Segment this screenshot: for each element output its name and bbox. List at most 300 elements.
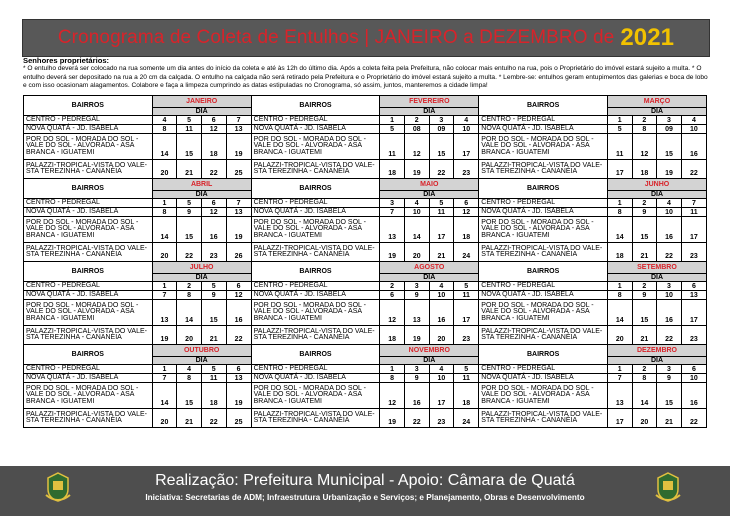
location-name: PALAZZI-TROPICAL-VISTA DO VALE- STA TEREZINHA - CANANÉIA	[251, 326, 380, 345]
collection-day: 13	[226, 374, 251, 383]
location-row	[24, 291, 707, 300]
collection-day: 8	[607, 208, 632, 217]
collection-day: 21	[177, 160, 202, 179]
bairros-header: BAIRROS	[479, 345, 608, 365]
collection-day: 15	[177, 383, 202, 409]
location-name: CENTRO - PEDREGAL	[24, 199, 153, 208]
collection-day: 9	[177, 208, 202, 217]
location-name: CENTRO - PEDREGAL	[24, 116, 153, 125]
collection-day: 1	[152, 199, 177, 208]
collection-day: 22	[681, 409, 706, 428]
location-name: NOVA QUATÁ - JD. ISABELA	[251, 208, 380, 217]
collection-day: 12	[404, 134, 429, 160]
collection-day: 11	[429, 208, 454, 217]
collection-day: 12	[226, 291, 251, 300]
collection-day: 5	[201, 365, 226, 374]
collection-day: 1	[607, 199, 632, 208]
collection-day: 2	[380, 282, 405, 291]
collection-day: 6	[380, 291, 405, 300]
collection-day: 8	[380, 374, 405, 383]
collection-day: 23	[681, 243, 706, 262]
collection-day: 20	[152, 160, 177, 179]
month-header: MARÇO	[607, 96, 706, 108]
collection-day: 18	[201, 383, 226, 409]
location-name: POR DO SOL - MORADA DO SOL - VALE DO SOL - ALVORADA - ASA BRANCA - IGUATEMI	[479, 217, 608, 243]
collection-day: 9	[201, 291, 226, 300]
collection-day: 23	[454, 160, 479, 179]
collection-day: 20	[177, 326, 202, 345]
collection-day: 25	[226, 409, 251, 428]
collection-day: 14	[404, 217, 429, 243]
location-row	[24, 116, 707, 125]
collection-day: 17	[429, 217, 454, 243]
collection-day: 4	[404, 199, 429, 208]
location-name: POR DO SOL - MORADA DO SOL - VALE DO SOL - ALVORADA - ASA BRANCA - IGUATEMI	[479, 383, 608, 409]
collection-day: 18	[607, 243, 632, 262]
collection-day: 15	[657, 383, 682, 409]
collection-day: 1	[380, 116, 405, 125]
collection-day: 4	[177, 365, 202, 374]
collection-day: 18	[454, 217, 479, 243]
collection-day: 8	[152, 125, 177, 134]
month-header: ABRIL	[152, 179, 251, 191]
collection-day: 17	[429, 383, 454, 409]
collection-day: 14	[177, 300, 202, 326]
location-name: PALAZZI-TROPICAL-VISTA DO VALE- STA TEREZINHA - CANANÉIA	[479, 326, 608, 345]
collection-day: 7	[380, 208, 405, 217]
collection-day: 21	[429, 243, 454, 262]
month-header: JANEIRO	[152, 96, 251, 108]
collection-day: 22	[404, 409, 429, 428]
collection-day: 23	[201, 243, 226, 262]
collection-day: 22	[201, 160, 226, 179]
location-row	[24, 217, 707, 243]
collection-day: 7	[681, 199, 706, 208]
location-name: CENTRO - PEDREGAL	[479, 365, 608, 374]
collection-day: 21	[632, 243, 657, 262]
collection-day: 24	[454, 243, 479, 262]
bairros-header: BAIRROS	[479, 262, 608, 282]
collection-day: 11	[177, 125, 202, 134]
location-row	[24, 199, 707, 208]
collection-day: 16	[429, 300, 454, 326]
location-name: CENTRO - PEDREGAL	[24, 365, 153, 374]
collection-day: 17	[681, 217, 706, 243]
month-header: NOVEMBRO	[380, 345, 479, 357]
bairros-header: BAIRROS	[479, 179, 608, 199]
collection-day: 10	[681, 374, 706, 383]
collection-day: 1	[607, 116, 632, 125]
location-name: NOVA QUATÁ - JD. ISABELA	[24, 125, 153, 134]
collection-day: 14	[632, 383, 657, 409]
collection-day: 22	[429, 160, 454, 179]
location-name: POR DO SOL - MORADA DO SOL - VALE DO SOL - ALVORADA - ASA BRANCA - IGUATEMI	[479, 134, 608, 160]
dia-header: DIA	[607, 274, 706, 282]
dia-header: DIA	[380, 274, 479, 282]
collection-day: 19	[226, 217, 251, 243]
collection-day: 13	[607, 383, 632, 409]
location-name: PALAZZI-TROPICAL-VISTA DO VALE- STA TEREZINHA - CANANÉIA	[479, 160, 608, 179]
collection-day: 8	[177, 291, 202, 300]
location-row	[24, 365, 707, 374]
month-header: JUNHO	[607, 179, 706, 191]
collection-day: 16	[657, 300, 682, 326]
location-name: NOVA QUATÁ - JD. ISABELA	[24, 208, 153, 217]
collection-day: 15	[177, 134, 202, 160]
collection-day: 18	[380, 160, 405, 179]
collection-day: 15	[632, 217, 657, 243]
location-name: NOVA QUATÁ - JD. ISABELA	[251, 291, 380, 300]
location-name: POR DO SOL - MORADA DO SOL - VALE DO SOL - ALVORADA - ASA BRANCA - IGUATEMI	[24, 134, 153, 160]
collection-day: 11	[454, 374, 479, 383]
collection-day: 23	[429, 409, 454, 428]
collection-day: 16	[226, 300, 251, 326]
collection-day: 12	[201, 125, 226, 134]
collection-day: 17	[607, 160, 632, 179]
location-name: POR DO SOL - MORADA DO SOL - VALE DO SOL - ALVORADA - ASA BRANCA - IGUATEMI	[24, 300, 153, 326]
collection-day: 1	[152, 365, 177, 374]
collection-day: 18	[632, 160, 657, 179]
collection-day: 9	[404, 374, 429, 383]
collection-day: 18	[454, 383, 479, 409]
collection-day: 19	[657, 160, 682, 179]
collection-day: 2	[632, 199, 657, 208]
location-name: NOVA QUATÁ - JD. ISABELA	[479, 374, 608, 383]
title-banner	[22, 19, 710, 57]
location-name: CENTRO - PEDREGAL	[251, 282, 380, 291]
collection-day: 13	[380, 217, 405, 243]
location-row	[24, 243, 707, 262]
location-row	[24, 282, 707, 291]
collection-day: 19	[152, 326, 177, 345]
collection-day: 10	[404, 208, 429, 217]
collection-day: 5	[607, 125, 632, 134]
bairros-header: BAIRROS	[251, 179, 380, 199]
dia-header: DIA	[152, 274, 251, 282]
collection-day: 2	[632, 116, 657, 125]
collection-day: 17	[607, 409, 632, 428]
location-name: NOVA QUATÁ - JD. ISABELA	[479, 208, 608, 217]
location-name: CENTRO - PEDREGAL	[479, 199, 608, 208]
collection-day: 11	[201, 374, 226, 383]
month-header: AGOSTO	[380, 262, 479, 274]
collection-day: 17	[454, 300, 479, 326]
bairros-header: BAIRROS	[251, 262, 380, 282]
collection-day: 16	[681, 134, 706, 160]
collection-day: 23	[454, 326, 479, 345]
bairros-header: BAIRROS	[24, 179, 153, 199]
location-row	[24, 300, 707, 326]
collection-day: 9	[404, 291, 429, 300]
collection-day: 9	[632, 291, 657, 300]
dia-header: DIA	[607, 108, 706, 116]
collection-day: 16	[404, 383, 429, 409]
collection-day: 7	[152, 291, 177, 300]
location-name: CENTRO - PEDREGAL	[24, 282, 153, 291]
dia-header: DIA	[152, 357, 251, 365]
dia-header: DIA	[152, 108, 251, 116]
collection-day: 14	[152, 383, 177, 409]
collection-day: 6	[681, 282, 706, 291]
collection-day: 20	[632, 409, 657, 428]
location-name: POR DO SOL - MORADA DO SOL - VALE DO SOL - ALVORADA - ASA BRANCA - IGUATEMI	[251, 217, 380, 243]
notice-text: * O entulho deverá ser colocado na rua somente um dia antes do início da coleta e até às 12h do último dia. Após a coleta feita pela Prefeitura, não colocar mais entulho na rua, pois o Proprietário do imóvel estará sujeito a multa. * O entulho deverá ser depositado na rua a 20 cm da calçada. O entulho na calçada não será retirado pela Prefeitura e o Proprietário do imóvel estará sujeito a multa. * Lembre-se: entulhos geram entupimentos das galerias e boca de lobo e com isso ocasionam alagamentos. Colabore e faça a limpeza cumprindo as datas estipuladas no Cronograma, só assim, juntos, manteremos a cidade limpa!	[23, 65, 708, 90]
collection-day: 20	[404, 243, 429, 262]
collection-day: 19	[404, 160, 429, 179]
collection-day: 13	[404, 300, 429, 326]
collection-day: 09	[657, 125, 682, 134]
collection-day: 8	[632, 374, 657, 383]
location-name: CENTRO - PEDREGAL	[479, 116, 608, 125]
collection-day: 17	[454, 134, 479, 160]
collection-day: 2	[177, 282, 202, 291]
collection-day: 3	[380, 199, 405, 208]
collection-day: 8	[632, 125, 657, 134]
collection-day: 2	[404, 116, 429, 125]
collection-day: 20	[607, 326, 632, 345]
collection-day: 26	[226, 243, 251, 262]
month-header: MAIO	[380, 179, 479, 191]
collection-day: 10	[454, 125, 479, 134]
collection-day: 8	[607, 291, 632, 300]
collection-day: 10	[657, 208, 682, 217]
collection-day: 14	[607, 300, 632, 326]
collection-day: 6	[201, 116, 226, 125]
collection-day: 7	[152, 374, 177, 383]
collection-day: 11	[607, 134, 632, 160]
location-name: POR DO SOL - MORADA DO SOL - VALE DO SOL - ALVORADA - ASA BRANCA - IGUATEMI	[479, 300, 608, 326]
collection-day: 21	[632, 326, 657, 345]
collection-day: 20	[152, 243, 177, 262]
page-title: Cronograma de Coleta de Entulhos | JANEIRO a DEZEMBRO de	[57, 27, 615, 48]
collection-day: 16	[657, 217, 682, 243]
collection-day: 5	[177, 199, 202, 208]
collection-day: 21	[657, 409, 682, 428]
location-name: PALAZZI-TROPICAL-VISTA DO VALE- STA TEREZINHA - CANANÉIA	[24, 160, 153, 179]
collection-day: 10	[429, 291, 454, 300]
collection-day: 22	[201, 409, 226, 428]
collection-day: 10	[429, 374, 454, 383]
collection-day: 7	[226, 116, 251, 125]
dia-header: DIA	[380, 357, 479, 365]
collection-day: 20	[429, 326, 454, 345]
collection-day: 13	[226, 208, 251, 217]
collection-day: 22	[657, 326, 682, 345]
collection-day: 4	[657, 199, 682, 208]
collection-day: 4	[152, 116, 177, 125]
collection-day: 16	[201, 217, 226, 243]
collection-schedule-table	[23, 95, 707, 428]
bairros-header: BAIRROS	[24, 96, 153, 116]
collection-day: 12	[380, 300, 405, 326]
notice-block	[23, 56, 709, 91]
collection-day: 15	[201, 300, 226, 326]
collection-day: 19	[380, 243, 405, 262]
location-name: NOVA QUATÁ - JD. ISABELA	[24, 374, 153, 383]
dia-header: DIA	[152, 191, 251, 199]
collection-day: 6	[226, 282, 251, 291]
collection-day: 2	[632, 365, 657, 374]
location-name: CENTRO - PEDREGAL	[479, 282, 608, 291]
location-name: CENTRO - PEDREGAL	[251, 365, 380, 374]
collection-day: 11	[380, 134, 405, 160]
collection-day: 2	[632, 282, 657, 291]
collection-day: 1	[607, 365, 632, 374]
dia-header: DIA	[607, 357, 706, 365]
collection-day: 22	[681, 160, 706, 179]
location-name: PALAZZI-TROPICAL-VISTA DO VALE- STA TEREZINHA - CANANÉIA	[251, 160, 380, 179]
location-row	[24, 383, 707, 409]
collection-day: 24	[454, 409, 479, 428]
bairros-header: BAIRROS	[479, 96, 608, 116]
collection-day: 5	[454, 282, 479, 291]
month-header: OUTUBRO	[152, 345, 251, 357]
bairros-header: BAIRROS	[251, 345, 380, 365]
collection-day: 11	[454, 291, 479, 300]
collection-day: 5	[429, 199, 454, 208]
location-name: NOVA QUATÁ - JD. ISABELA	[24, 291, 153, 300]
collection-day: 1	[380, 365, 405, 374]
location-name: PALAZZI-TROPICAL-VISTA DO VALE- STA TEREZINHA - CANANÉIA	[251, 409, 380, 428]
collection-day: 18	[201, 134, 226, 160]
collection-day: 21	[201, 326, 226, 345]
collection-day: 7	[607, 374, 632, 383]
bairros-header: BAIRROS	[251, 96, 380, 116]
footer-initiative: Iniciativa: Secretarias de ADM; Infraestrutura Urbanização e Serviços; e Planejamento, Obras e Desenvolvimento	[145, 493, 585, 502]
collection-day: 19	[404, 326, 429, 345]
location-name: PALAZZI-TROPICAL-VISTA DO VALE- STA TEREZINHA - CANANÉIA	[24, 409, 153, 428]
collection-day: 12	[380, 383, 405, 409]
location-name: POR DO SOL - MORADA DO SOL - VALE DO SOL - ALVORADA - ASA BRANCA - IGUATEMI	[24, 383, 153, 409]
collection-day: 5	[177, 116, 202, 125]
location-name: PALAZZI-TROPICAL-VISTA DO VALE- STA TEREZINHA - CANANÉIA	[479, 243, 608, 262]
collection-day: 17	[681, 300, 706, 326]
collection-day: 10	[681, 125, 706, 134]
collection-day: 19	[380, 409, 405, 428]
dia-header: DIA	[380, 108, 479, 116]
collection-day: 22	[226, 326, 251, 345]
collection-day: 3	[429, 116, 454, 125]
collection-day: 15	[632, 300, 657, 326]
collection-day: 1	[607, 282, 632, 291]
collection-day: 4	[429, 282, 454, 291]
collection-day: 3	[657, 116, 682, 125]
collection-day: 14	[152, 134, 177, 160]
location-row	[24, 374, 707, 383]
location-name: PALAZZI-TROPICAL-VISTA DO VALE- STA TEREZINHA - CANANÉIA	[479, 409, 608, 428]
collection-day: 14	[152, 217, 177, 243]
location-name: PALAZZI-TROPICAL-VISTA DO VALE- STA TEREZINHA - CANANÉIA	[24, 326, 153, 345]
collection-day: 22	[177, 243, 202, 262]
month-header: FEVEREIRO	[380, 96, 479, 108]
collection-day: 12	[632, 134, 657, 160]
collection-day: 22	[657, 243, 682, 262]
month-header: DEZEMBRO	[607, 345, 706, 357]
collection-day: 5	[454, 365, 479, 374]
location-name: NOVA QUATÁ - JD. ISABELA	[479, 291, 608, 300]
location-name: CENTRO - PEDREGAL	[251, 199, 380, 208]
collection-day: 6	[226, 365, 251, 374]
month-header: SETEMBRO	[607, 262, 706, 274]
collection-day: 3	[404, 365, 429, 374]
collection-day: 12	[201, 208, 226, 217]
bairros-header: BAIRROS	[24, 345, 153, 365]
location-name: POR DO SOL - MORADA DO SOL - VALE DO SOL - ALVORADA - ASA BRANCA - IGUATEMI	[251, 383, 380, 409]
title-year: 2021	[620, 24, 675, 51]
location-row	[24, 208, 707, 217]
dia-header: DIA	[607, 191, 706, 199]
collection-day: 15	[429, 134, 454, 160]
collection-day: 21	[177, 409, 202, 428]
collection-day: 09	[429, 125, 454, 134]
location-name: PALAZZI-TROPICAL-VISTA DO VALE- STA TEREZINHA - CANANÉIA	[251, 243, 380, 262]
collection-day: 4	[429, 365, 454, 374]
location-row	[24, 125, 707, 134]
collection-day: 4	[681, 116, 706, 125]
collection-day: 16	[681, 383, 706, 409]
bairros-header: BAIRROS	[24, 262, 153, 282]
collection-day: 7	[226, 199, 251, 208]
location-row	[24, 409, 707, 428]
collection-day: 9	[657, 374, 682, 383]
collection-day: 5	[201, 282, 226, 291]
collection-day: 19	[226, 134, 251, 160]
collection-day: 15	[177, 217, 202, 243]
collection-day: 3	[404, 282, 429, 291]
location-row	[24, 160, 707, 179]
collection-day: 15	[657, 134, 682, 160]
collection-day: 13	[681, 291, 706, 300]
footer-credits: Realização: Prefeitura Municipal - Apoio: Câmara de Quatá	[155, 472, 575, 489]
collection-day: 19	[226, 383, 251, 409]
collection-day: 18	[380, 326, 405, 345]
collection-day: 6	[681, 365, 706, 374]
collection-day: 08	[404, 125, 429, 134]
collection-day: 13	[226, 125, 251, 134]
location-name: POR DO SOL - MORADA DO SOL - VALE DO SOL - ALVORADA - ASA BRANCA - IGUATEMI	[251, 300, 380, 326]
location-row	[24, 134, 707, 160]
location-name: CENTRO - PEDREGAL	[251, 116, 380, 125]
collection-day: 5	[380, 125, 405, 134]
location-name: POR DO SOL - MORADA DO SOL - VALE DO SOL - ALVORADA - ASA BRANCA - IGUATEMI	[24, 217, 153, 243]
collection-day: 13	[152, 300, 177, 326]
collection-day: 20	[152, 409, 177, 428]
collection-day: 1	[152, 282, 177, 291]
collection-day: 4	[454, 116, 479, 125]
collection-day: 8	[152, 208, 177, 217]
collection-day: 11	[681, 208, 706, 217]
collection-day: 6	[454, 199, 479, 208]
location-name: NOVA QUATÁ - JD. ISABELA	[251, 125, 380, 134]
collection-day: 10	[657, 291, 682, 300]
location-name: PALAZZI-TROPICAL-VISTA DO VALE- STA TEREZINHA - CANANÉIA	[24, 243, 153, 262]
collection-day: 6	[201, 199, 226, 208]
location-row	[24, 326, 707, 345]
location-name: NOVA QUATÁ - JD. ISABELA	[479, 125, 608, 134]
collection-day: 9	[632, 208, 657, 217]
collection-day: 12	[454, 208, 479, 217]
collection-day: 8	[177, 374, 202, 383]
collection-day: 25	[226, 160, 251, 179]
month-header: JULHO	[152, 262, 251, 274]
collection-day: 3	[657, 282, 682, 291]
collection-day: 23	[681, 326, 706, 345]
location-name: POR DO SOL - MORADA DO SOL - VALE DO SOL - ALVORADA - ASA BRANCA - IGUATEMI	[251, 134, 380, 160]
collection-day: 3	[657, 365, 682, 374]
dia-header: DIA	[380, 191, 479, 199]
location-name: NOVA QUATÁ - JD. ISABELA	[251, 374, 380, 383]
collection-day: 14	[607, 217, 632, 243]
